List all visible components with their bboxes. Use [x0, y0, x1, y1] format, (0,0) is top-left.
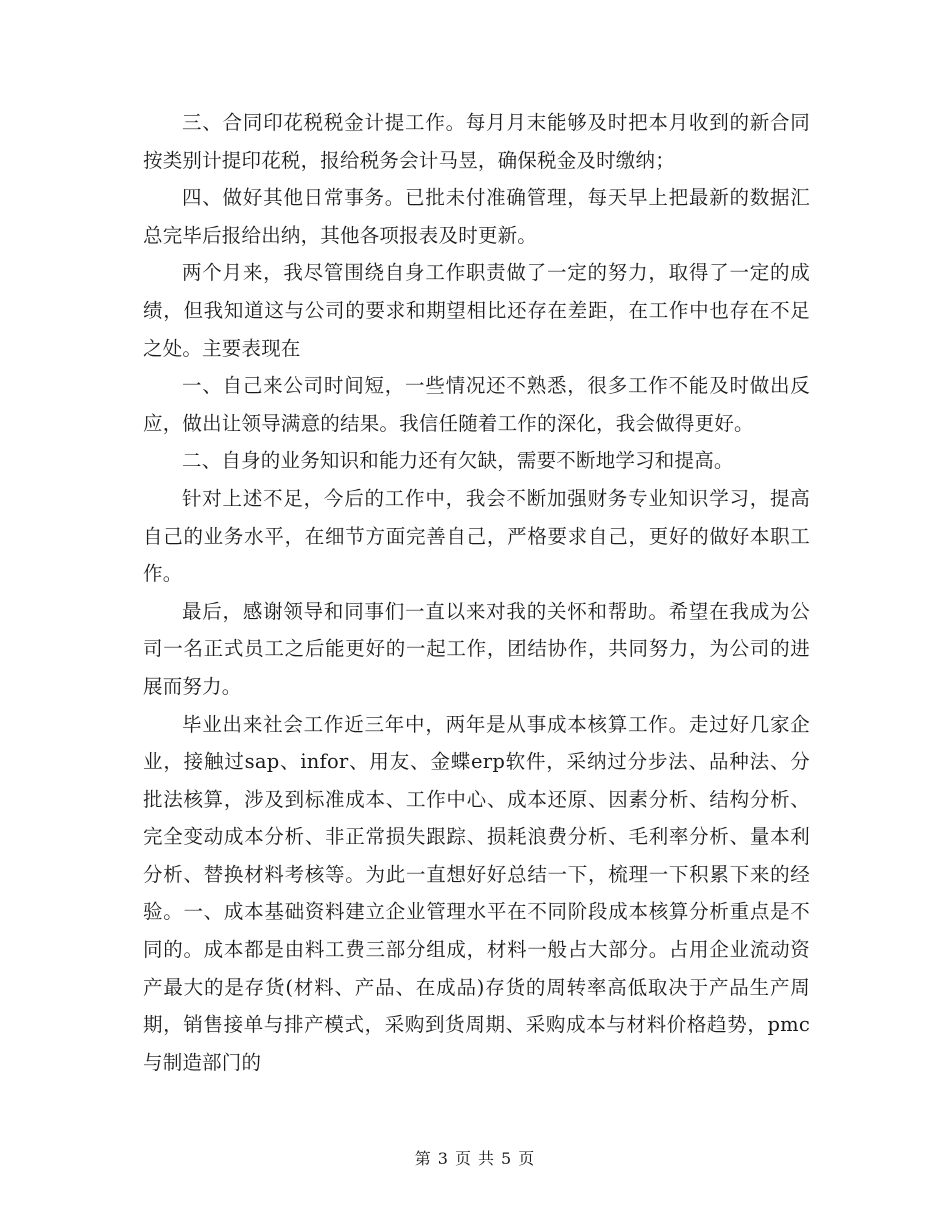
paragraph-thanks: 最后，感谢领导和同事们一直以来对我的关怀和帮助。希望在我成为公司一名正式员工之后能更好的一起工作，团结协作，共同努力，为公司的进展而努力。 — [143, 599, 810, 698]
paragraph-shortcoming-one: 一、自己来公司时间短，一些情况还不熟悉，很多工作不能及时做出反应，做出让领导满意的结果。我信任随着工作的深化，我会做得更好。 — [143, 374, 810, 435]
document-body — [143, 104, 810, 1081]
paragraph-cost-accounting-experience: 毕业出来社会工作近三年中，两年是从事成本核算工作。走过好几家企业，接触过sap、infor、用友、金蝶erp软件，采纳过分步法、品种法、分批法核算，涉及到标准成本、工作中心、成本还原、因素分析、结构分析、完全变动成本分析、非正常损失跟踪、损耗浪费分析、毛利率分析、量本利分析、替换材料考核等。为此一直想好好总结一下，梳理一下积累下来的经验。一、成本基础资料建立企业管理水平在不同阶段成本核算分析重点是不同的。成本都是由料工费三部分组成，材料一般占大部分。占用企业流动资产最大的是存货(材料、产品、在成品)存货的周转率高低取决于产品生产周期，销售接单与排产模式，采购到货周期、采购成本与材料价格趋势，pmc与制造部门的 — [143, 712, 810, 1074]
footer-suffix: 页 — [518, 1149, 536, 1168]
paragraph-daily-affairs: 四、做好其他日常事务。已批未付准确管理，每天早上把最新的数据汇总完毕后报给出纳，其他各项报表及时更新。 — [143, 186, 810, 247]
paragraph-two-months-summary: 两个月来，我尽管围绕自身工作职责做了一定的努力，取得了一定的成绩，但我知道这与公司的要求和期望相比还存在差距，在工作中也存在不足之处。主要表现在 — [143, 261, 810, 360]
page-footer — [0, 1146, 950, 1169]
footer-prefix: 第 — [414, 1149, 432, 1168]
paragraph-shortcoming-two: 二、自身的业务知识和能力还有欠缺，需要不断地学习和提高。 — [182, 449, 734, 473]
footer-middle: 页 共 — [454, 1149, 496, 1168]
footer-total-pages: 5 — [501, 1149, 513, 1168]
footer-current-page: 3 — [437, 1149, 449, 1168]
paragraph-improvement-plan: 针对上述不足，今后的工作中，我会不断加强财务专业知识学习，提高自己的业务水平，在细节方面完善自己，严格要求自己，更好的做好本职工作。 — [143, 486, 810, 586]
paragraph-contract-stamp-tax: 三、合同印花税税金计提工作。每月月末能够及时把本月收到的新合同按类别计提印花税，报给税务会计马昱，确保税金及时缴纳； — [143, 111, 810, 172]
